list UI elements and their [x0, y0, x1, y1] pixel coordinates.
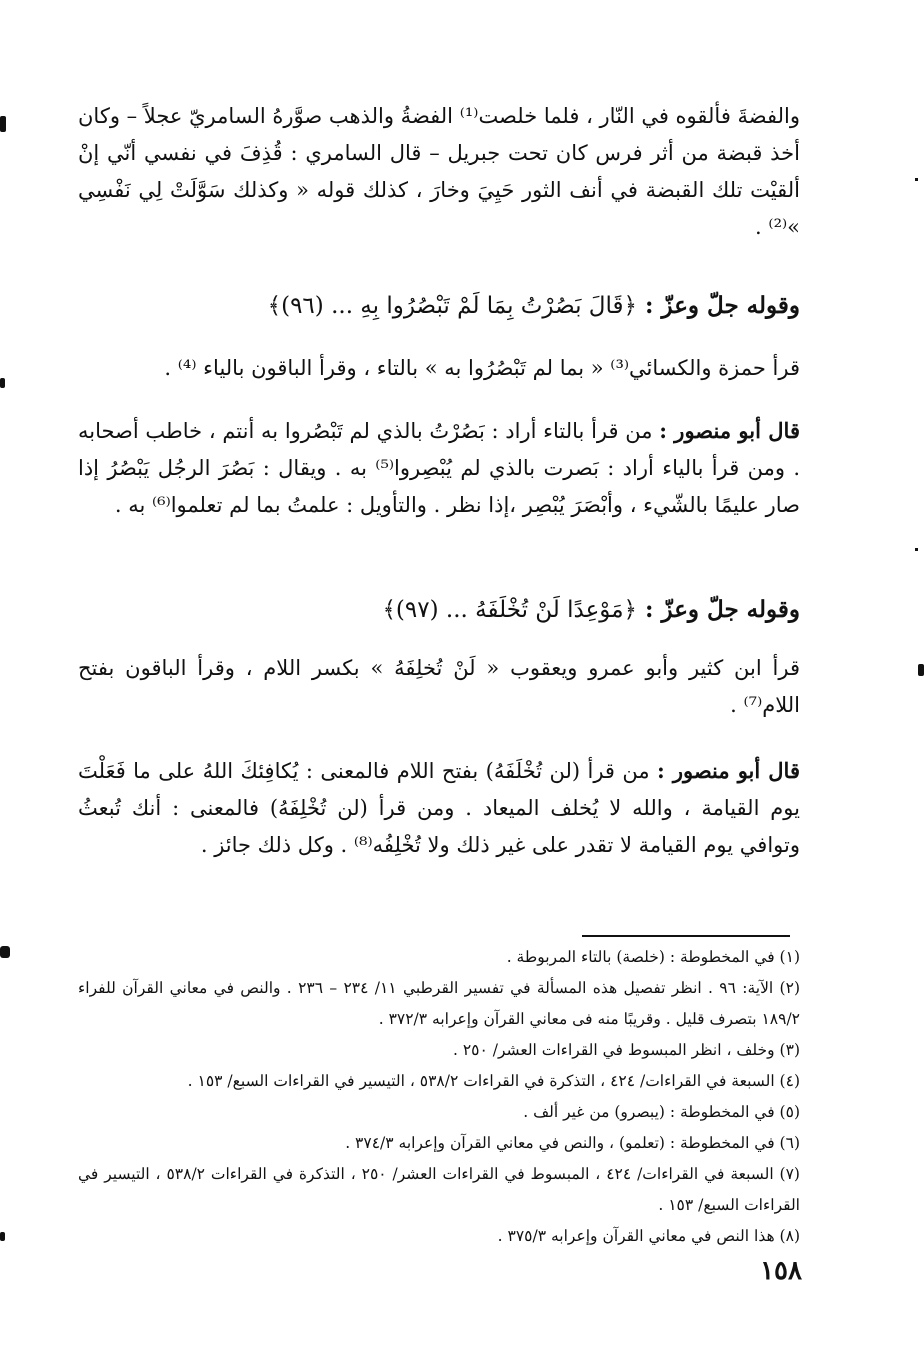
- quran-verse: ﴿قَالَ بَصُرْتُ بِمَا لَمْ تَبْصُرُوا بِهِ ... (٩٦)﴾: [267, 293, 637, 319]
- paragraph-5: [78, 752, 800, 864]
- page-number: ١٥٨: [760, 1256, 802, 1286]
- verse-heading-96: [78, 286, 800, 326]
- scan-edge-mark: [915, 178, 918, 181]
- footnote-separator: [582, 935, 790, 937]
- footnote-1: (١) في المخطوطة : (خلصة) بالتاء المربوطة .: [506, 948, 800, 966]
- author-lead: قال أبو منصور :: [657, 758, 800, 783]
- paragraph-3: [78, 412, 800, 524]
- author-lead: قال أبو منصور :: [659, 418, 800, 443]
- paragraph-4: قرأ ابن كثير وأبو عمرو ويعقوب « لَنْ تُخلِفَهُ » بكسر اللام ، وقرأ الباقون بفتح اللام⁽⁷⁾ .: [78, 656, 800, 717]
- heading-lead: وقوله جلّ وعزّ :: [645, 596, 800, 623]
- scan-edge-mark: [0, 946, 10, 958]
- paragraph-body: من قرأ بالتاء أراد : بَصُرْتُ بالذي لم تَبْصُروا به أنتم ، خاطب أصحابه . ومن قرأ بالياء أراد : بَصرت بالذي لم يُبْصِروا⁽⁵⁾ به . ويقال : بَصُرَ الرجُل يَبْصُرُ إذا صار عليمًا بالشّيء ، وأبْصَرَ يُبْصِر ،إذا نظر . والتأويل : علمتُ بما لم تعلموا⁽⁶⁾ به .: [78, 419, 801, 517]
- footnotes: [78, 942, 800, 1252]
- heading-lead: وقوله جلّ وعزّ :: [645, 292, 800, 319]
- paragraph-1: والفضةَ فألقوه في النّار ، فلما خلصت⁽¹⁾ الفضةُ والذهب صوَّرهُ السامريّ عجلاً – وكان أخذ قبضة من أثر فرس كان تحت جبريل – قال السامري : قُذِفَ في نفسي أنّي إنْ ألقيْت تلك القبضة في أنف الثور حَيِيَ وخارَ ، كذلك قوله « وكذلك سَوَّلَتْ لِي نَفْسِي »⁽²⁾ .: [78, 104, 800, 239]
- footnote-2: (٢) الآية: ٩٦ . انظر تفصيل هذه المسألة في تفسير القرطبي ١١/ ٢٣٤ – ٢٣٦ . والنص في معاني القرآن للفراء ١٨٩/٢ بتصرف قليل . وقريبًا منه فى معاني القرآن وإعرابه ٣٧٢/٣ .: [78, 979, 800, 1028]
- footnote-6: (٦) في المخطوطة : (تعلمو) ، والنص في معاني القرآن وإعرابه ٣٧٤/٣ .: [345, 1134, 800, 1152]
- scan-edge-mark: [0, 378, 5, 388]
- footnote-8: (٨) هذا النص في معاني القرآن وإعرابه ٣٧٥/٣ .: [497, 1227, 800, 1245]
- scan-edge-mark: [918, 664, 924, 676]
- footnote-7: (٧) السبعة في القراءات/ ٤٢٤ ، المبسوط في القراءات العشر/ ٢٥٠ ، التذكرة في القراءات ٥٣٨/٢ ، التيسير في القراءات السبع/ ١٥٣ .: [78, 1165, 800, 1214]
- scan-edge-mark: [0, 1232, 5, 1241]
- scan-edge-mark: [915, 548, 918, 551]
- footnote-3: (٣) وخلف ، انظر المبسوط في القراءات العشر/ ٢٥٠ .: [452, 1041, 800, 1059]
- verse-heading-97: [78, 590, 800, 630]
- footnote-5: (٥) في المخطوطة : (يبصرو) من غير ألف .: [523, 1103, 800, 1121]
- footnote-4: (٤) السبعة في القراءات/ ٤٢٤ ، التذكرة في القراءات ٥٣٨/٢ ، التيسير في القراءات السبع/ ١٥٣ .: [187, 1072, 800, 1090]
- paragraph-body: من قرأ (لن تُخْلَفَهُ) بفتح اللام فالمعنى : يُكافِئكَ اللهُ على ما فَعَلْتَ يوم القيامة ، والله لا يُخلف الميعاد . ومن قرأ (لن تُخْلِفَهُ) فالمعنى : أنك تُبعثُ وتوافي يوم القيامة لا تقدر على غير ذلك ولا تُخْلِفُه⁽⁸⁾ . وكل ذلك جائز .: [78, 759, 800, 857]
- paragraph-2: قرأ حمزة والكسائي⁽³⁾ « بما لم تَبْصُرُوا به » بالتاء ، وقرأ الباقون بالياء ⁽⁴⁾ .: [164, 356, 800, 380]
- scan-edge-mark: [0, 116, 6, 132]
- quran-verse: ﴿مَوْعِدًا لَنْ تُخْلَفَهُ ... (٩٧)﴾: [382, 597, 637, 623]
